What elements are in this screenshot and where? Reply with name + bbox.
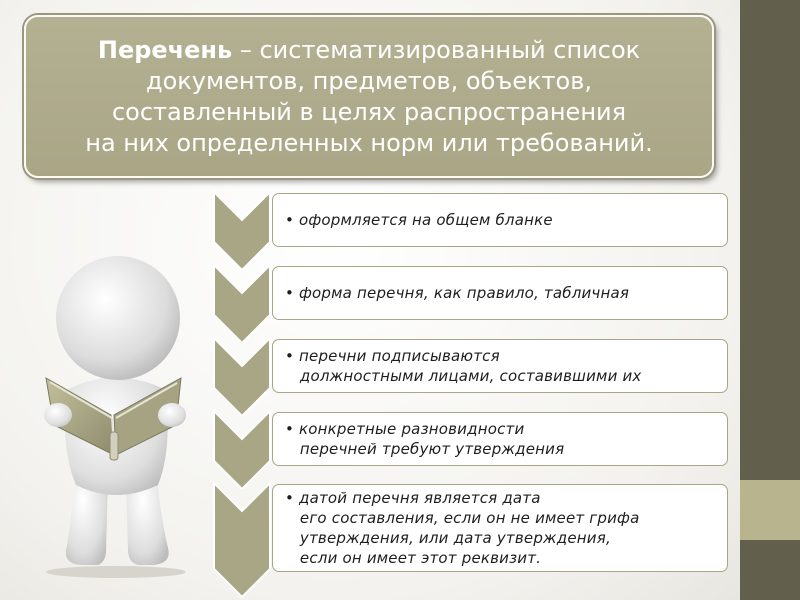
item-text: • форма перечня, как правило, табличная (285, 284, 630, 302)
item-box (272, 484, 728, 572)
item-box (272, 339, 728, 393)
chevron-down-icon (212, 409, 276, 489)
list-item (212, 266, 732, 322)
item-text: • датой перечня является дата его составления, если он не имеет грифа утверждения, или дата утверждения, если он имеет этот реквизит. (285, 489, 640, 567)
item-box (272, 412, 728, 466)
item-box (272, 193, 728, 247)
item-text: • оформляется на общем бланке (285, 211, 553, 229)
item-box (272, 266, 728, 320)
list-item (212, 193, 732, 249)
list-item (212, 339, 732, 395)
chevron-down-icon (212, 336, 276, 416)
right-accent-block (740, 480, 800, 540)
title-definition: – систематизированный список документов, предметов, объектов, составленный в целях распространения на них определенных норм или требований. (85, 35, 653, 157)
chevron-down-icon (212, 481, 276, 599)
chevron-down-icon (212, 263, 276, 343)
title-text (65, 35, 673, 159)
person-reading-book-icon (36, 250, 196, 580)
title-term: Перечень (97, 35, 233, 64)
list-item (212, 484, 732, 574)
list-item (212, 412, 732, 468)
title-box (24, 15, 714, 178)
item-text: • конкретные разновидности перечней требуют утверждения (285, 420, 565, 458)
item-text: • перечни подписываются должностными лицами, составившими их (285, 347, 642, 385)
chevron-down-icon (212, 190, 276, 270)
